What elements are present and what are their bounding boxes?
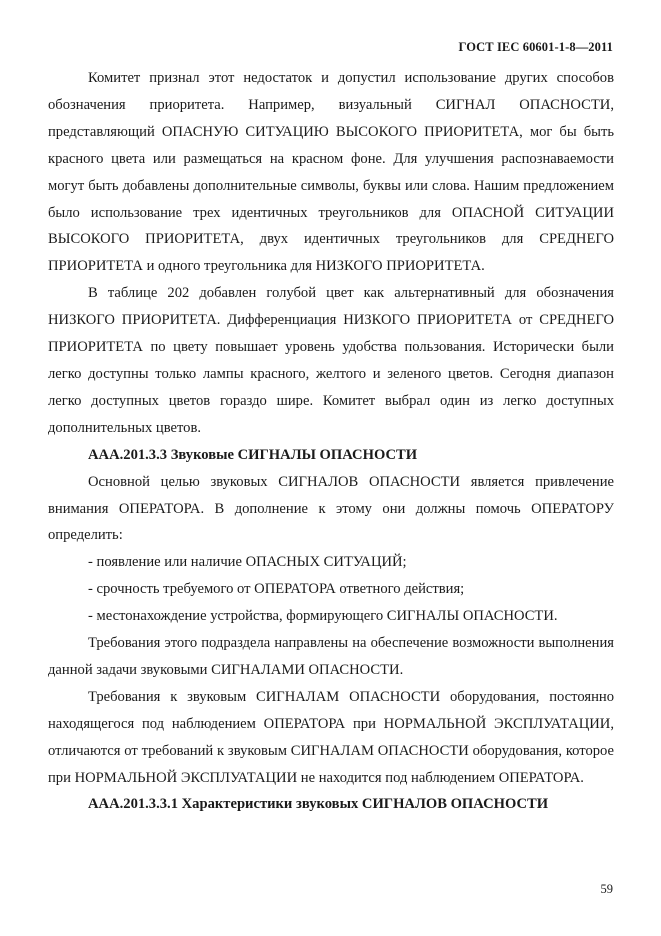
paragraph-requirements-difference: Требования к звуковым СИГНАЛАМ ОПАСНОСТИ оборудования, постоянно находящегося под наблюдением ОПЕРАТОРА при НОРМАЛЬНОЙ ЭКСПЛУАТАЦИИ, отличаются от требований к звуковым СИГНАЛАМ ОПАСНОСТИ оборудования, которое при НОРМАЛЬНОЙ ЭКСПЛУАТАЦИИ не находится под наблюдением ОПЕРАТОРА. <box>48 688 614 786</box>
paragraph-requirements-purpose: Требования этого подраздела направлены на обеспечение возможности выполнения данной задачи звуковыми СИГНАЛАМИ ОПАСНОСТИ. <box>48 635 614 678</box>
section-heading-audible-signals: ААА.201.3.3 Звуковые СИГНАЛЫ ОПАСНОСТИ <box>88 446 418 463</box>
paragraph-priority-indication: Комитет признал этот недостаток и допустил использование других способов обозначения приоритета. Например, визуальный СИГНАЛ ОПАСНОСТИ, представляющий ОПАСНУЮ СИТУАЦИЮ ВЫСОКОГО ПРИОРИТЕТА, мог бы быть красного цвета или размещаться на красном фоне. Для улучшения распознаваемости могут быть добавлены дополнительные символы, буквы или слова. Нашим предложением было использование трех идентичных треугольников для ОПАСНОЙ СИТУАЦИИ ВЫСОКОГО ПРИОРИТЕТА, двух идентичных треугольников для СРЕДНЕГО ПРИОРИТЕТА и одного треугольника для НИЗКОГО ПРИОРИТЕТА. <box>48 70 614 275</box>
document-header: ГОСТ IEC 60601-1-8—2011 <box>458 40 613 54</box>
section-heading-characteristics: ААА.201.3.3.1 Характеристики звуковых СИГНАЛОВ ОПАСНОСТИ <box>88 796 549 813</box>
list-item-location: - местонахождение устройства, формирующего СИГНАЛЫ ОПАСНОСТИ. <box>88 608 558 625</box>
paragraph-audible-purpose: Основной целью звуковых СИГНАЛОВ ОПАСНОСТИ является привлечение внимания ОПЕРАТОРА. В дополнение к этому они должны помочь ОПЕРАТОРУ определить: <box>48 473 614 544</box>
list-item-urgency: - срочность требуемого от ОПЕРАТОРА ответного действия; <box>88 581 465 598</box>
list-item-presence: - появление или наличие ОПАСНЫХ СИТУАЦИЙ; <box>88 554 407 571</box>
page-number: 59 <box>600 882 613 896</box>
paragraph-blue-color: В таблице 202 добавлен голубой цвет как альтернативный для обозначения НИЗКОГО ПРИОРИТЕТА. Дифференциация НИЗКОГО ПРИОРИТЕТА от СРЕДНЕГО ПРИОРИТЕТА по цвету повышает уровень удобства пользования. Исторически были легко доступны только лампы красного, желтого и зеленого цветов. Сегодня диапазон легко доступных цветов гораздо шире. Комитет выбрал один из легко доступных дополнительных цветов. <box>48 285 614 436</box>
document-body <box>48 65 614 818</box>
